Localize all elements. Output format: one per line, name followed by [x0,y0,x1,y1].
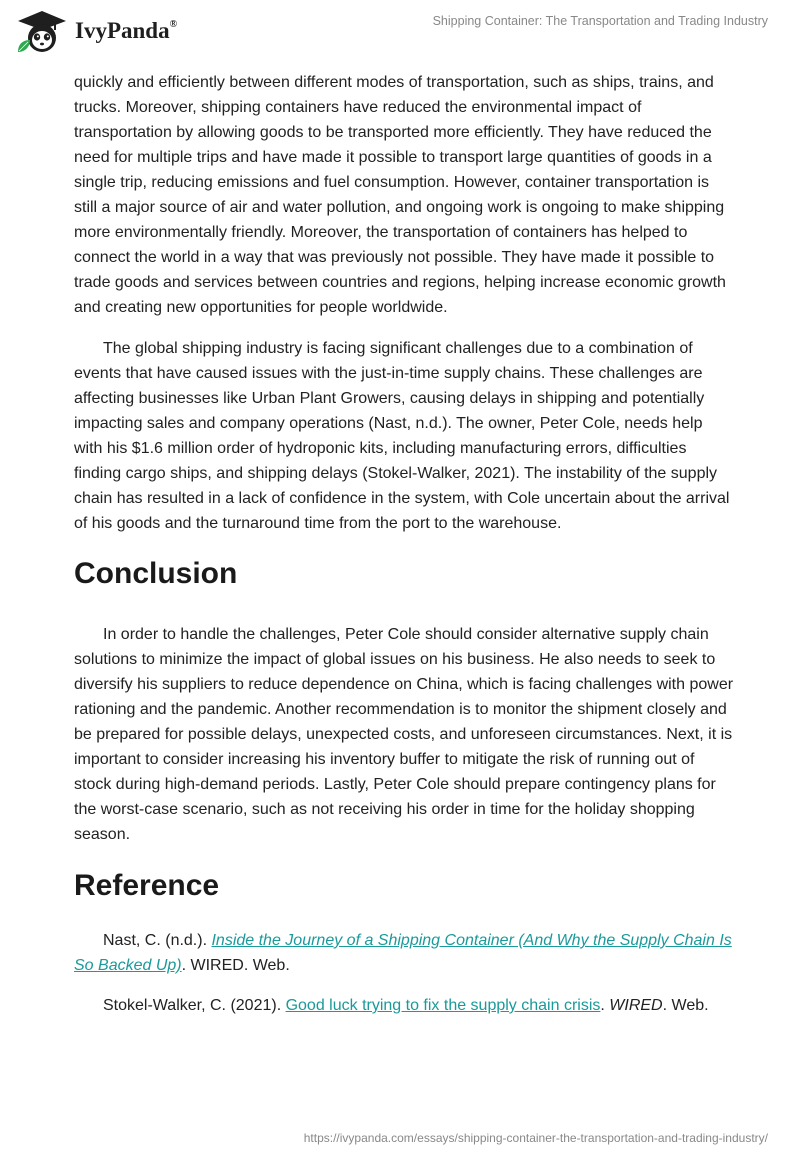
running-title: Shipping Container: The Transportation and Trading Industry [432,14,768,28]
body-paragraph-1: quickly and efficiently between different modes of transportation, such as ships, trains, and trucks. Moreover, shipping containers have reduced the environmental impact of transportation by allowing goods to be transported more efficiently. They have reduced the need for multiple trips and have made it possible to transport large quantities of goods in a single trip, reducing emissions and fuel consumption. However, container transportation is still a major source of air and water pollution, and ongoing work is ongoing to make shipping more environmentally friendly. Moreover, the transportation of containers has helped to connect the world in a way that was previously not possible. They have made it possible to trade goods and services between countries and regions, helping increase economic growth and creating new opportunities for people worldwide. [74,74,726,316]
essay-content [74,70,734,1018]
reference-item: Nast, C. (n.d.). Inside the Journey of a Shipping Container (And Why the Supply Chain Is So Backed Up). WIRED. Web. [74,932,732,974]
reference-link[interactable]: Inside the Journey of a Shipping Container (And Why the Supply Chain Is So Backed Up) [74,932,732,974]
logo-wordmark: IvyPanda® [75,18,178,43]
conclusion-heading: Conclusion [74,557,238,590]
body-paragraph-2: The global shipping industry is facing significant challenges due to a combination of events that have caused issues with the just-in-time supply chains. These challenges are affecting businesses like Urban Plant Growers, causing delays in shipping and potentially impacting sales and company operations (Nast, n.d.). The owner, Peter Cole, needs help with his $1.6 million order of hydroponic kits, including manufacturing errors, difficulties finding cargo ships, and shipping delays (Stokel-Walker, 2021). The instability of the supply chain has resulted in a lack of confidence in the system, with Cole uncertain about the arrival of his goods and the turnaround time from the port to the warehouse. [74,340,730,532]
ivypanda-logo[interactable] [14,8,177,54]
panda-graduate-icon [14,8,70,54]
reference-item: Stokel-Walker, C. (2021). Good luck trying to fix the supply chain crisis. WIRED. Web. [103,997,709,1014]
footer-url: https://ivypanda.com/essays/shipping-container-the-transportation-and-trading-industry/ [303,1131,768,1145]
conclusion-paragraph: In order to handle the challenges, Peter Cole should consider alternative supply chain solutions to minimize the impact of global issues on his business. He also needs to seek to diversify his suppliers to reduce dependence on China, which is facing challenges with power rationing and the pandemic. Another recommendation is to monitor the shipment closely and be prepared for possible delays, unexpected costs, and unforeseen circumstances. Next, it is important to consider increasing his inventory buffer to mitigate the risk of running out of stock during high-demand periods. Lastly, Peter Cole should prepare contingency plans for the worst-case scenario, such as not receiving his order in time for the holiday shopping season. [74,626,734,843]
reference-link[interactable]: Good luck trying to fix the supply chain crisis [285,997,601,1014]
reference-heading: Reference [74,869,220,902]
page-header [0,0,800,70]
